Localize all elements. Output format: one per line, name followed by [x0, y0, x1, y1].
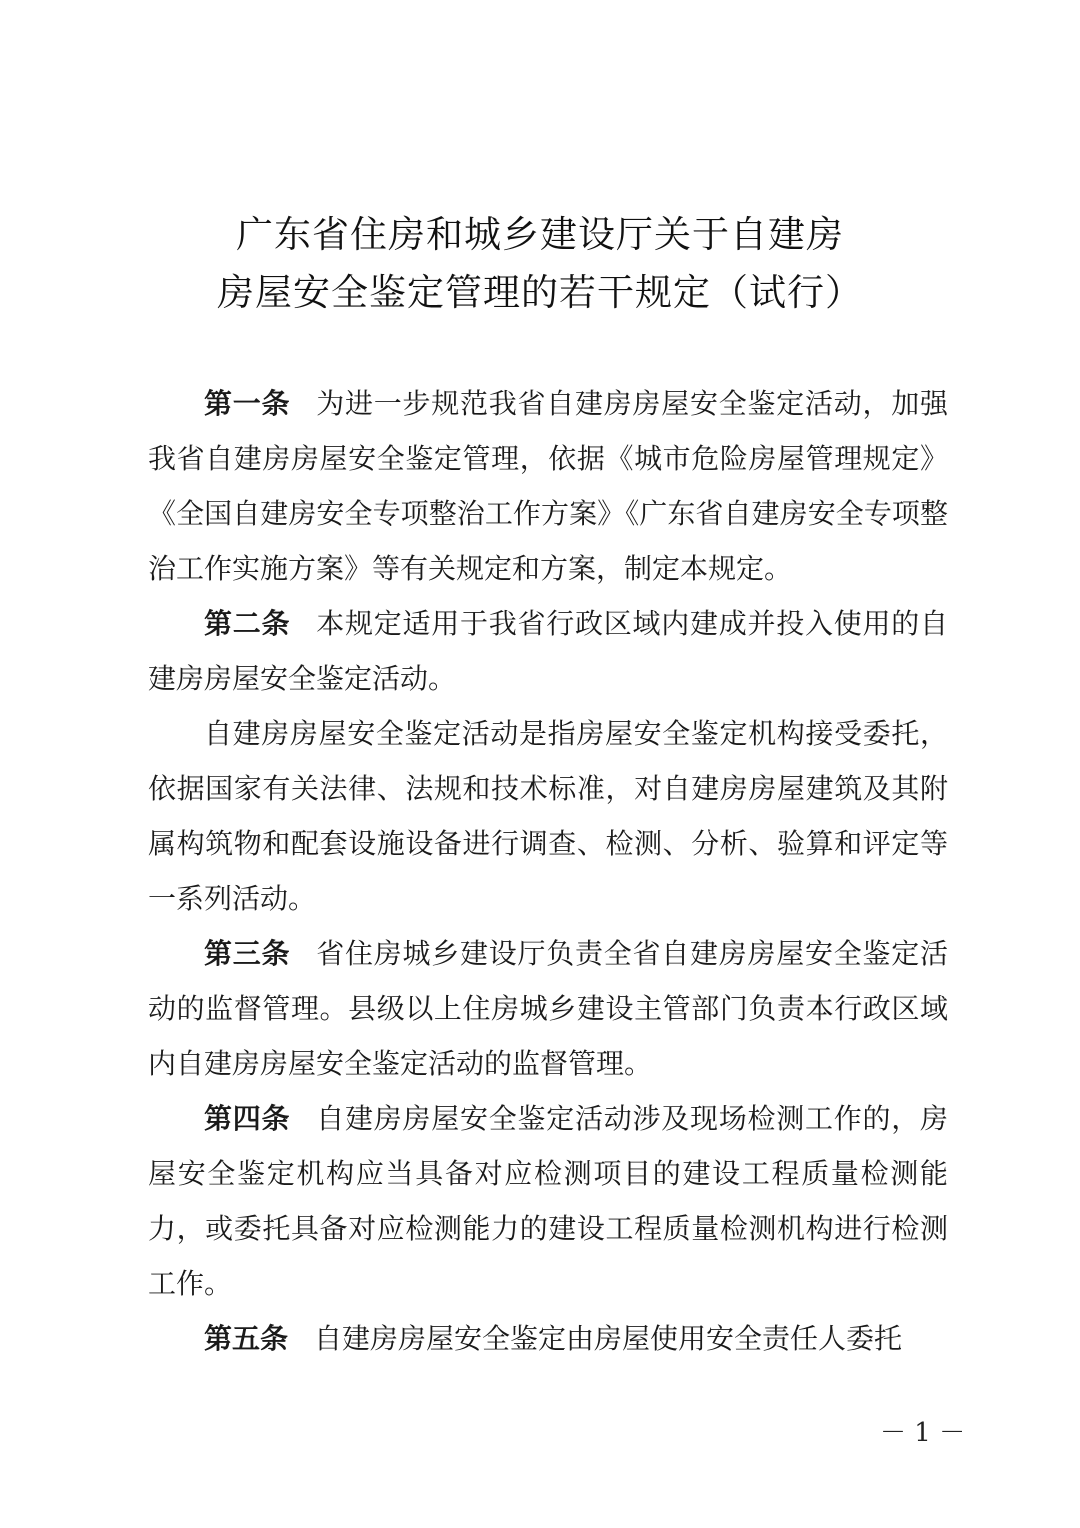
- paragraph-text: 自建房房屋安全鉴定活动是指房屋安全鉴定机构接受委托，依据国家有关法律、法规和技术标准，对自建房房屋建筑及其附属构筑物和配套设施设备进行调查、检测、分析、验算和评定等一系列活动。: [148, 717, 948, 915]
- article-2: [148, 596, 948, 706]
- article-heading: 第五条: [204, 1322, 289, 1355]
- article-text: 本规定适用于我省行政区域内建成并投入使用的自建房房屋安全鉴定活动。: [148, 607, 948, 695]
- article-heading: 第三条: [204, 937, 291, 970]
- title-line-2: 房屋安全鉴定管理的若干规定（试行）: [217, 271, 863, 314]
- article-text: 自建房房屋安全鉴定活动涉及现场检测工作的，房屋安全鉴定机构应当具备对应检测项目的建设工程质量检测能力，或委托具备对应检测能力的建设工程质量检测机构进行检测工作。: [148, 1102, 948, 1300]
- document-body: [148, 376, 948, 1366]
- article-4: [148, 1091, 948, 1311]
- article-text: 省住房城乡建设厅负责全省自建房房屋安全鉴定活动的监督管理。县级以上住房城乡建设主管部门负责本行政区域内自建房房屋安全鉴定活动的监督管理。: [148, 937, 948, 1080]
- document-title: [0, 206, 1080, 322]
- article-heading: 第一条: [204, 387, 291, 420]
- title-line-1: 广东省住房和城乡建设厅关于自建房: [236, 213, 844, 256]
- article-text: 自建房房屋安全鉴定由房屋使用安全责任人委托: [314, 1322, 903, 1355]
- article-text: 为进一步规范我省自建房房屋安全鉴定活动，加强我省自建房房屋安全鉴定管理，依据《城市危险房屋管理规定》《全国自建房安全专项整治工作方案》《广东省自建房安全专项整治工作实施方案》等有关规定和方案，制定本规定。: [148, 387, 948, 585]
- article-heading: 第四条: [204, 1102, 291, 1135]
- page-number: － 1 －: [880, 1418, 966, 1448]
- article-5: [148, 1311, 948, 1366]
- article-3: [148, 926, 948, 1091]
- article-1: [148, 376, 948, 596]
- article-2-definition: [148, 706, 948, 926]
- article-heading: 第二条: [204, 607, 291, 640]
